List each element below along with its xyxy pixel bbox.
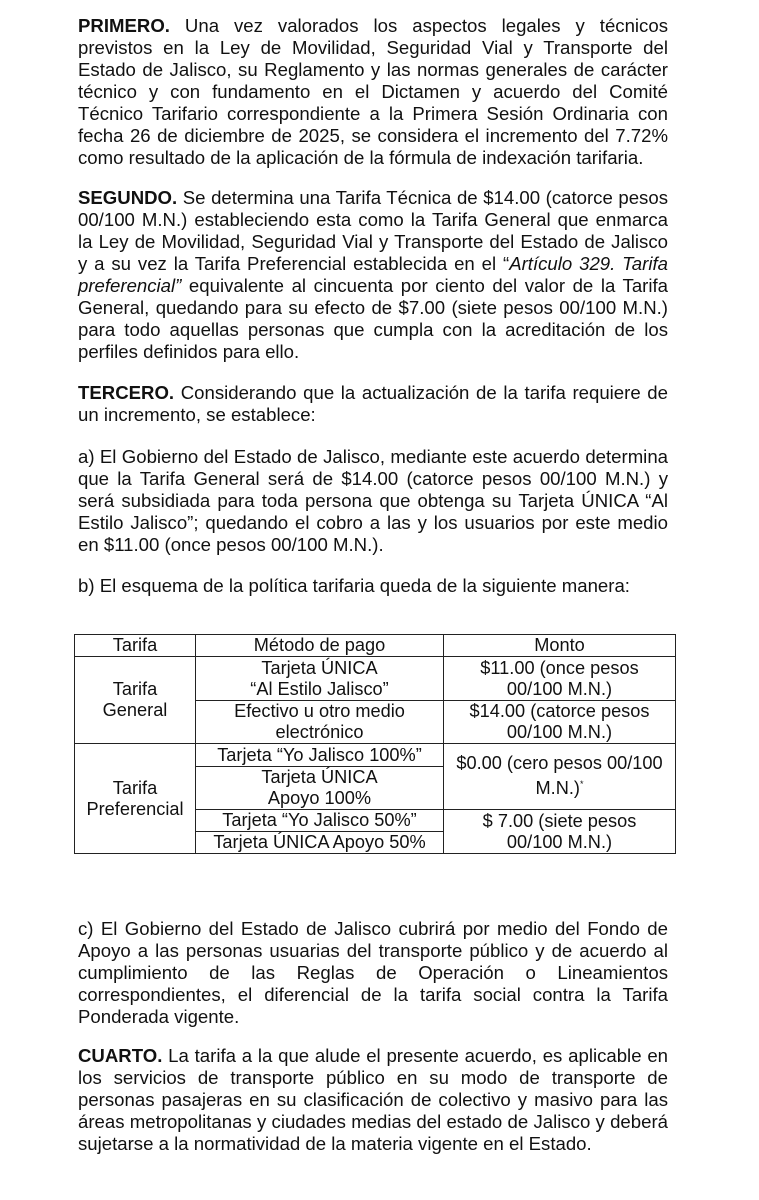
clause-segundo-italic: Artículo 329. Tarifa preferencial” (78, 253, 668, 296)
clause-cuarto (78, 1045, 668, 1155)
footnote-mark: * (579, 779, 584, 790)
method-cell: Tarjeta “Yo Jalisco 50%” (196, 810, 444, 832)
method-cell: Tarjeta ÚNICA “Al Estilo Jalisco” (196, 657, 444, 701)
method-cell: Tarjeta ÚNICA Apoyo 100% (196, 767, 444, 810)
clause-tercero-item-b: b) El esquema de la política tarifaria queda de la siguiente manera: (78, 575, 630, 596)
clause-tercero-item-a: a) El Gobierno del Estado de Jalisco, mediante este acuerdo determina que la Tarifa General será de $14.00 (catorce pesos 00/100 M.N.) y será subsidiada para toda persona que obtenga su Tarjeta ÚNICA “Al Estilo Jalisco”; quedando el cobro a las y los usuarios por este medio en $11.00 (once pesos 00/100 M.N.). (78, 446, 668, 555)
tarifa-table (74, 634, 676, 854)
tarifa-general-cell: Tarifa General (75, 657, 196, 744)
clause-tercero-text: Considerando que la actualización de la tarifa requiere de un incremento, se establece: (78, 382, 668, 425)
clause-segundo (78, 187, 668, 363)
amount-cell: $ 7.00 (siete pesos 00/100 M.N.) (444, 810, 676, 854)
amount-cell: $0.00 (cero pesos 00/100 M.N.)* (444, 744, 676, 810)
method-cell: Tarjeta ÚNICA Apoyo 50% (196, 832, 444, 854)
clause-tercero-heading: TERCERO. (78, 382, 175, 403)
method-cell: Efectivo u otro medio electrónico (196, 701, 444, 744)
amount-cell: $14.00 (catorce pesos 00/100 M.N.) (444, 701, 676, 744)
tarifa-preferencial-cell: Tarifa Preferencial (75, 744, 196, 854)
amount-cell: $11.00 (once pesos 00/100 M.N.) (444, 657, 676, 701)
table-header-tarifa: Tarifa (75, 635, 196, 657)
table-header-monto: Monto (444, 635, 676, 657)
clause-primero-text: Una vez valorados los aspectos legales y técnicos previstos en la Ley de Movilidad, Seguridad Vial y Transporte del Estado de Jalisco, su Reglamento y las normas generales de carácter técnico y con fundamento en el Dictamen y acuerdo del Comité Técnico Tarifario correspondiente a la Primera Sesión Ordinaria con fecha 26 de diciembre de 2025, se considera el incremento del 7.72% como resultado de la aplicación de la fórmula de indexación tarifaria. (78, 15, 668, 168)
clause-primero (78, 15, 668, 169)
clause-tercero (78, 382, 668, 426)
table-row (75, 657, 676, 701)
clause-cuarto-heading: CUARTO. (78, 1045, 163, 1066)
clause-segundo-text-a: Se determina una Tarifa Técnica de $14.00 (catorce pesos 00/100 M.N.) estableciendo esta como la Tarifa General que enmarca la Ley de Movilidad, Seguridad Vial y Transporte del Estado de Jalisco y a su vez la Tarifa Preferencial establecida en el “ (78, 187, 668, 274)
clause-segundo-text-b: equivalente al cincuenta por ciento del valor de la Tarifa General, quedando para su efecto de $7.00 (siete pesos 00/100 M.N.) para todo aquellas personas que cumpla con la acreditación de los perfiles definidos para ello. (78, 275, 668, 362)
method-cell: Tarjeta “Yo Jalisco 100%” (196, 744, 444, 767)
clause-primero-heading: PRIMERO. (78, 15, 170, 36)
clause-cuarto-text: La tarifa a la que alude el presente acuerdo, es aplicable en los servicios de transporte público en su modo de transporte de personas pasajeras en su clasificación de colectivo y masivo para las áreas metropolitanas y ciudades medias del estado de Jalisco y deberá sujetarse a la normatividad de la materia vigente en el Estado. (78, 1045, 668, 1154)
table-header-metodo: Método de pago (196, 635, 444, 657)
table-row (75, 744, 676, 767)
clause-segundo-heading: SEGUNDO. (78, 187, 178, 208)
table-header-row (75, 635, 676, 657)
clause-tercero-item-c: c) El Gobierno del Estado de Jalisco cubrirá por medio del Fondo de Apoyo a las personas usuarias del transporte público y de acuerdo al cumplimiento de las Reglas de Operación o Lineamientos correspondientes, el diferencial de la tarifa social contra la Tarifa Ponderada vigente. (78, 918, 668, 1027)
